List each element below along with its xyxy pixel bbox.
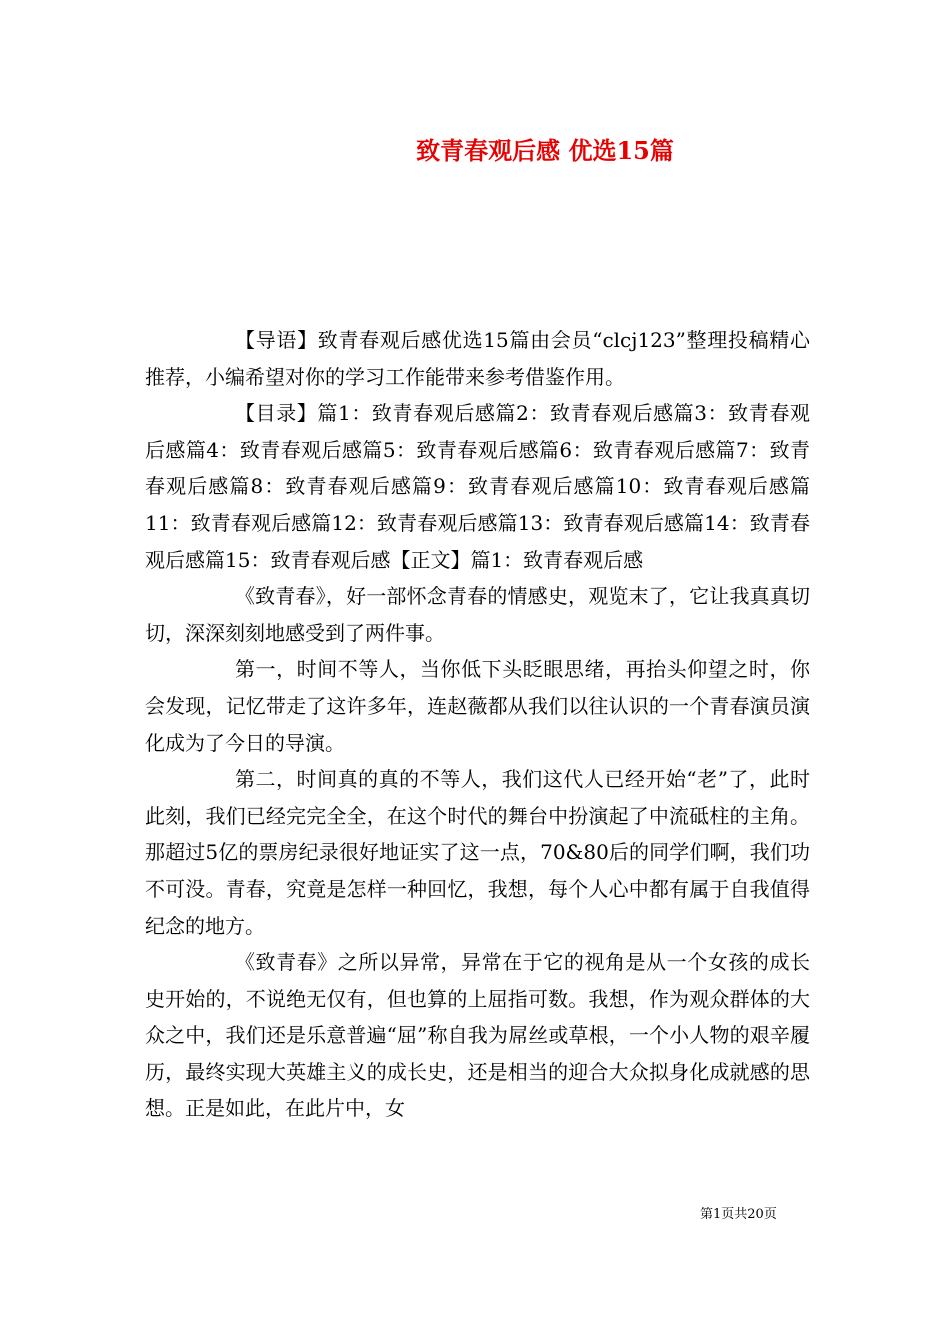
document-body [145, 322, 810, 1127]
document-title: 致青春观后感 优选15篇 [416, 136, 674, 165]
body-paragraph: 《致青春》之所以异常，异常在于它的视角是从一个女孩的成长史开始的，不说绝无仅有，但也算的上屈指可数。我想，作为观众群体的大众之中，我们还是乐意普遍“屈”称自我为屌丝或草根，一个小人物的艰辛履历，最终实现大英雄主义的成长史，还是相当的迎合大众拟身化成就感的思想。正是如此，在此片中，女 [145, 950, 810, 1121]
intro-paragraph: 【导语】致青春观后感优选15篇由会员“clcj123”整理投稿精心推荐，小编希望对你的学习工作能带来参考借鉴作用。 [145, 328, 810, 389]
page-footer: 第1页共20页 [700, 1207, 777, 1222]
toc-paragraph: 【目录】篇1：致青春观后感篇2：致青春观后感篇3：致青春观后感篇4：致青春观后感篇5：致青春观后感篇6：致青春观后感篇7：致青春观后感篇8：致青春观后感篇9：致青春观后感篇10：致青春观后感篇11：致青春观后感篇12：致青春观后感篇13：致青春观后感篇14：致青春观后感篇15：致青春观后感【正文】篇1：致青春观后感 [145, 401, 810, 572]
body-paragraph: 《致青春》，好一部怀念青春的情感史，观览末了，它让我真真切切，深深刻刻地感受到了两件事。 [145, 584, 810, 645]
body-paragraph: 第二，时间真的真的不等人，我们这代人已经开始“老”了，此时此刻，我们已经完完全全，在这个时代的舞台中扮演起了中流砥柱的主角。那超过5亿的票房纪录很好地证实了这一点，70&80后的同学们啊，我们功不可没。青春，究竟是怎样一种回忆，我想，每个人心中都有属于自我值得纪念的地方。 [145, 767, 810, 938]
body-paragraph: 第一，时间不等人，当你低下头眨眼思绪，再抬头仰望之时，你会发现，记忆带走了这许多年，连赵薇都从我们以往认识的一个青春演员演化成为了今日的导演。 [145, 657, 810, 755]
